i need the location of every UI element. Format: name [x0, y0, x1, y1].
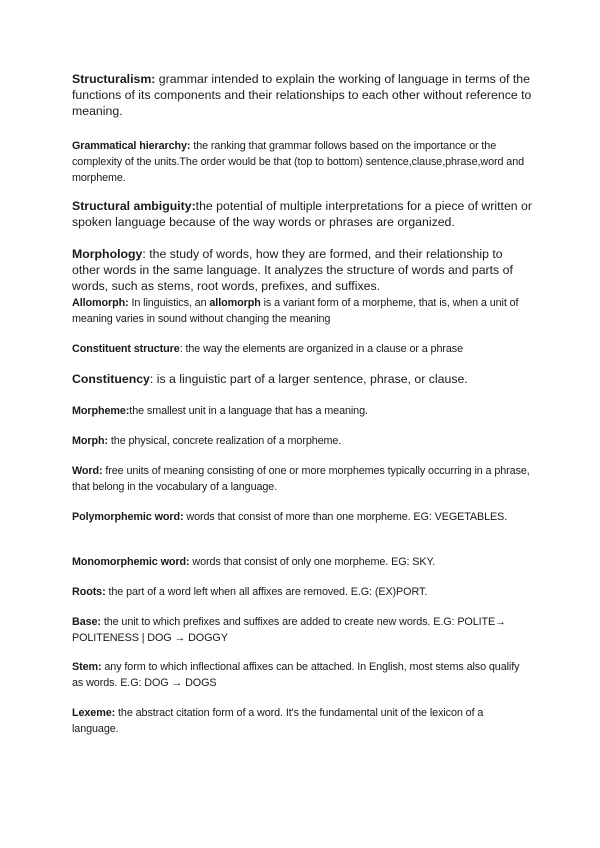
entry-allomorph: [72, 295, 532, 327]
entry-term: Constituency: [72, 372, 150, 386]
entry-grammatical-hierarchy: [72, 138, 532, 186]
entry-structural-ambiguity: [72, 198, 532, 230]
entry-term: Morphology: [72, 247, 143, 261]
entry-stem: [72, 659, 532, 691]
entry-inline-term: allomorph: [209, 297, 261, 309]
entry-definition-part: In linguistics, an: [128, 297, 210, 309]
entry-term: Monomorphemic word:: [72, 556, 190, 568]
entry-term: Morpheme:: [72, 405, 130, 417]
entry-polymorphemic-word: [72, 509, 532, 525]
entry-word: [72, 463, 532, 495]
entry-term: Stem:: [72, 661, 102, 673]
entry-definition: the potential of multiple interpretations for a piece of written or spoken language because of the way words or phrases are organized.: [72, 199, 532, 229]
entry-morpheme: [72, 403, 532, 419]
entry-definition: the ranking that grammar follows based on the importance or the complexity of the units.The order would be that (top to bottom) sentence,clause,phrase,word and morpheme.: [72, 140, 525, 184]
entry-lexeme: [72, 705, 532, 737]
entry-definition: : the study of words, how they are formed, and their relationship to other words in the same language. It analyzes the structure of words and parts of words, such as stems, root words, prefixes, and suffixes.: [72, 247, 513, 293]
entry-definition: : the way the elements are organized in a clause or a phrase: [179, 343, 463, 355]
entry-term: Structuralism:: [72, 72, 156, 86]
entry-term: Lexeme:: [72, 707, 116, 719]
entry-monomorphemic-word: [72, 554, 532, 570]
entry-structuralism: [72, 71, 532, 119]
entry-definition: the abstract citation form of a word. It's the fundamental unit of the lexicon of a language.: [72, 707, 484, 735]
entry-roots: [72, 584, 532, 600]
entry-definition: the smallest unit in a language that has a meaning.: [129, 405, 368, 417]
entry-term: Word:: [72, 465, 103, 477]
entry-definition-part: is a variant form of a morpheme, that is, when a unit of meaning varies in sound without changing the meaning: [72, 297, 519, 325]
entry-term: Structural ambiguity:: [72, 199, 196, 213]
entry-term: Base:: [72, 616, 101, 628]
entry-constituent-structure: [72, 341, 532, 357]
entry-term: Roots:: [72, 586, 106, 598]
entry-term: Polymorphemic word:: [72, 511, 184, 523]
entry-morphology: [72, 246, 532, 294]
entry-definition: the part of a word left when all affixes are removed. E.G: (EX)PORT.: [105, 586, 428, 598]
entry-term: Constituent structure: [72, 343, 180, 355]
entry-definition: words that consist of only one morpheme. EG: SKY.: [189, 556, 436, 568]
entry-definition: the unit to which prefixes and suffixes are added to create new words. E.G: POLITE→ POLITENESS | DOG → DOGGY: [72, 616, 506, 644]
entry-term: Grammatical hierarchy:: [72, 140, 191, 152]
entry-base: [72, 614, 532, 646]
entry-definition: any form to which inflectional affixes can be attached. In English, most stems also qualify as words. E.G: DOG → DOGS: [72, 661, 520, 689]
entry-term: Morph:: [72, 435, 108, 447]
entry-constituency: [72, 371, 532, 387]
entry-term: Allomorph:: [72, 297, 129, 309]
entry-definition: : is a linguistic part of a larger sentence, phrase, or clause.: [149, 372, 468, 386]
entry-definition: grammar intended to explain the working of language in terms of the functions of its components and their relationships to each other without reference to meaning.: [72, 72, 532, 118]
entry-definition: free units of meaning consisting of one or more morphemes typically occurring in a phrase, that belong in the vocabulary of a language.: [72, 465, 530, 493]
entry-morph: [72, 433, 532, 449]
entry-definition: the physical, concrete realization of a morpheme.: [107, 435, 342, 447]
entry-definition: words that consist of more than one morpheme. EG: VEGETABLES.: [183, 511, 508, 523]
